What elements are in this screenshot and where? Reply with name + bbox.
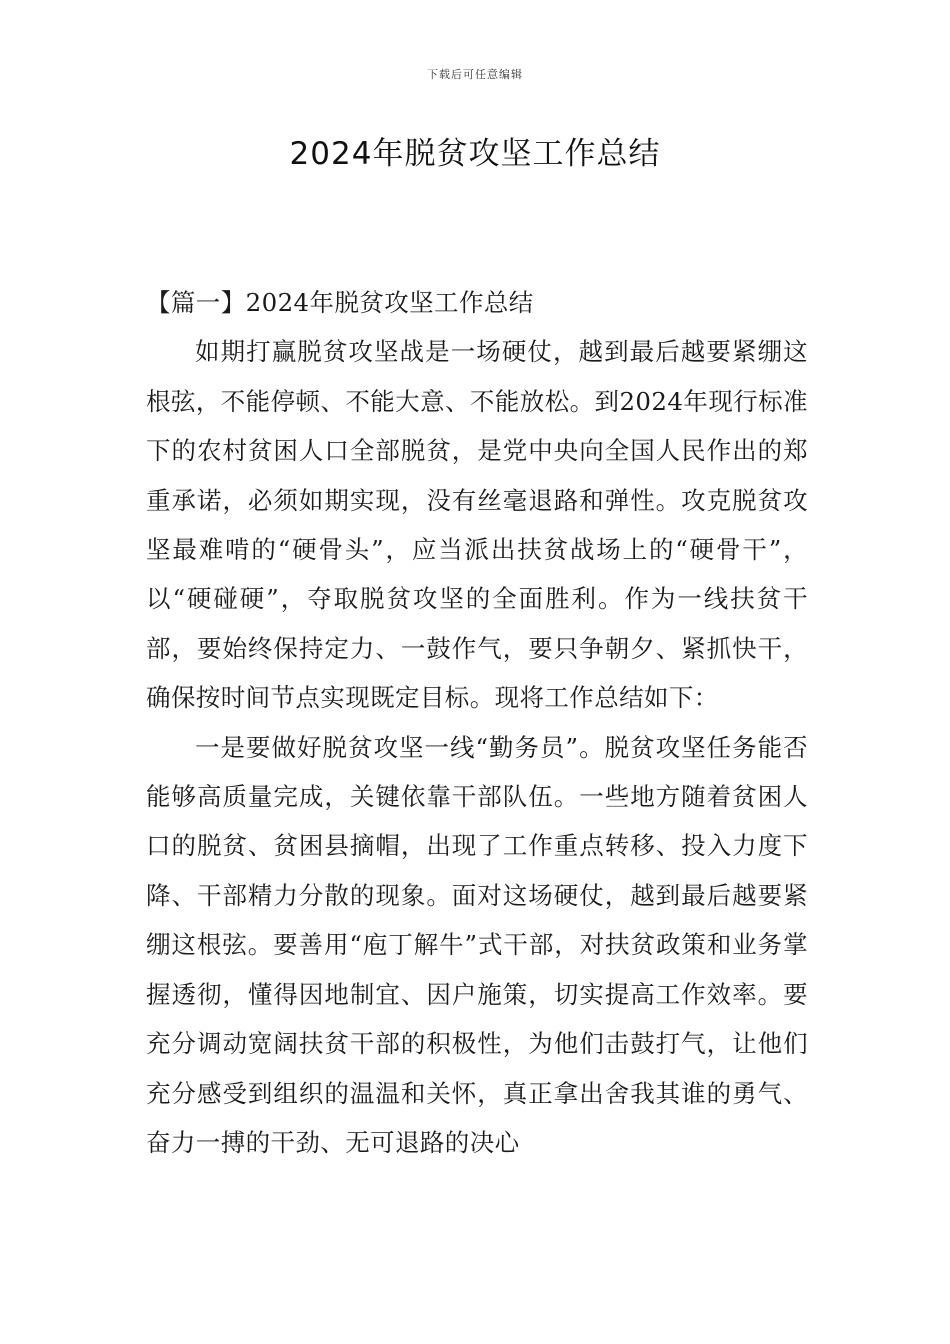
document-title: 2024年脱贫攻坚工作总结 — [289, 136, 661, 172]
section-heading: 【篇一】2024年脱贫攻坚工作总结 — [146, 288, 534, 317]
document-body — [146, 278, 808, 1167]
paragraph-intro: 如期打赢脱贫攻坚战是一场硬仗，越到最后越要紧绷这根弦，不能停顿、不能大意、不能放松。到2024年现行标准下的农村贫困人口全部脱贫，是党中央向全国人民作出的郑重承诺，必须如期实现，没有丝毫退路和弹性。攻克脱贫攻坚最难啃的“硬骨头”，应当派出扶贫战场上的“硬骨干”，以“硬碰硬”，夺取脱贫攻坚的全面胜利。作为一线扶贫干部，要始终保持定力、一鼓作气，要只争朝夕、紧抓快干，确保按时间节点实现既定目标。现将工作总结如下： — [146, 337, 808, 713]
header-note: 下载后可任意编辑 — [427, 68, 523, 81]
paragraph-point-one: 一是要做好脱贫攻坚一线“勤务员”。脱贫攻坚任务能否能够高质量完成，关键依靠干部队伍。一些地方随着贫困人口的脱贫、贫困县摘帽，出现了工作重点转移、投入力度下降、干部精力分散的现象。面对这场硬仗，越到最后越要紧绷这根弦。要善用“庖丁解牛”式干部，对扶贫政策和业务掌握透彻，懂得因地制宜、因户施策，切实提高工作效率。要充分调动宽阔扶贫干部的积极性，为他们击鼓打气，让他们充分感受到组织的温温和关怀，真正拿出舍我其谁的勇气、奋力一搏的干劲、无可退路的决心 — [146, 732, 808, 1157]
